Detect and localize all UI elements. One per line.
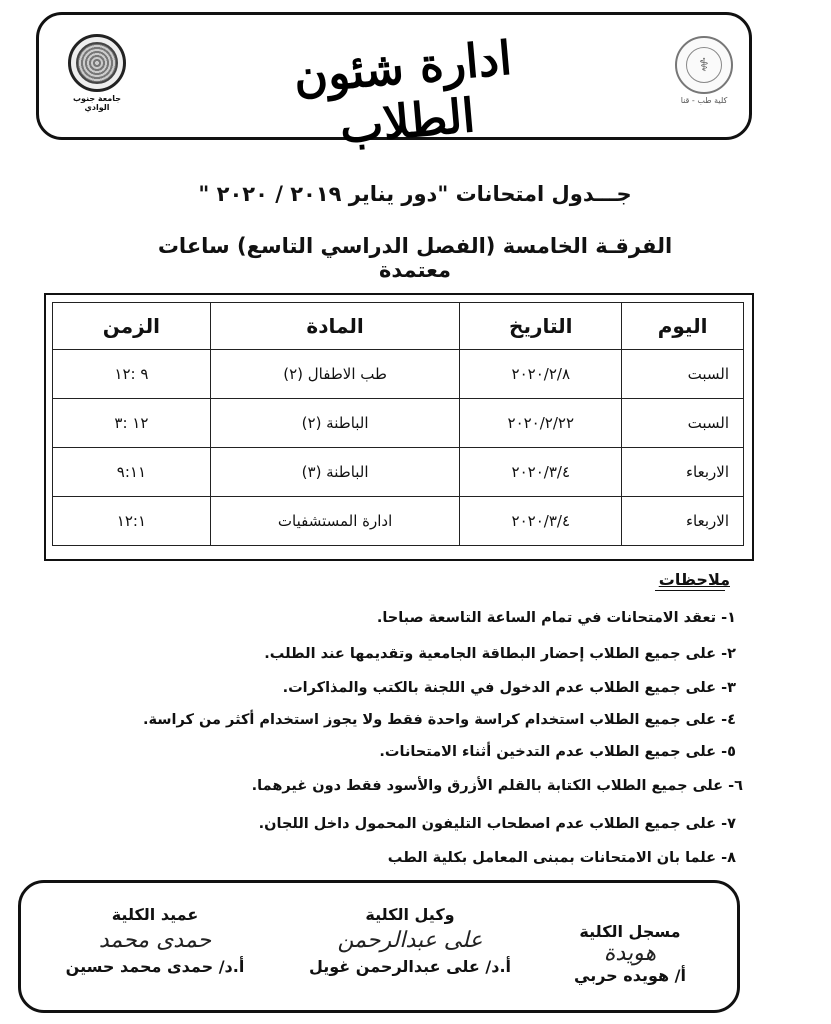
cell-day: الاربعاء (622, 497, 744, 546)
header-date: التاريخ (460, 303, 622, 350)
notes-heading-underline (655, 590, 725, 591)
dean-title: عميد الكلية (111, 905, 199, 924)
university-logo-caption: جامعة جنوب الوادي (73, 94, 121, 112)
note-item: ١- تعقد الامتحانات في تمام الساعة التاسعة صباحا. (376, 610, 736, 626)
cell-day: السبت (622, 350, 744, 399)
note-item: ٧- على جميع الطلاب عدم اصطحاب التليفون المحمول داخل اللجان. (258, 816, 736, 832)
cell-subject: الباطنة (٢) (210, 399, 460, 448)
cell-subject: الباطنة (٣) (210, 448, 460, 497)
cell-date: ٢٠٢٠/٣/٤ (460, 497, 622, 546)
cell-subject: ادارة المستشفيات (210, 497, 460, 546)
cell-time: ٩ :١٢ (53, 350, 211, 399)
cell-time: ١٢ :٣ (53, 399, 211, 448)
dean-signature-block (40, 905, 270, 976)
header-day: اليوم (622, 303, 744, 350)
table-row (53, 399, 744, 448)
note-item: ٢- على جميع الطلاب إحضار البطاقة الجامعية وتقديمها عند الطلب. (264, 646, 736, 662)
exam-schedule-table (52, 302, 744, 546)
cell-date: ٢٠٢٠/٢/٢٢ (460, 399, 622, 448)
registrar-signature: هويدة (603, 941, 657, 966)
registrar-signature-block (560, 922, 700, 985)
note-item: ٣- على جميع الطلاب عدم الدخول في اللجنة بالكتب والمذاكرات. (282, 680, 736, 696)
cell-date: ٢٠٢٠/٢/٨ (460, 350, 622, 399)
cell-day: الاربعاء (622, 448, 744, 497)
university-logo (68, 34, 126, 92)
cell-subject: طب الاطفال (٢) (210, 350, 460, 399)
table-header-row (53, 303, 744, 350)
dean-signature: حمدى محمد (98, 928, 212, 953)
notes-heading: ملاحظات (658, 570, 730, 589)
vice-dean-title: وكيل الكلية (365, 905, 455, 924)
cell-time: ٩:١١ (53, 448, 211, 497)
header-title: ادارة شئون الطلاب (291, 30, 514, 154)
faculty-logo: ⚕ (675, 36, 733, 94)
note-item: ٥- على جميع الطلاب عدم التدخين أثناء الامتحانات. (379, 744, 736, 760)
faculty-logo-caption: كلية طب - قنا (680, 96, 728, 105)
vice-dean-name: أ.د/ على عبدالرحمن غويل (308, 957, 512, 976)
dean-name: أ.د/ حمدى محمد حسين (65, 957, 245, 976)
note-item: ٤- على جميع الطلاب استخدام كراسة واحدة فقط ولا يجوز استخدام أكثر من كراسة. (142, 712, 736, 728)
cell-time: ١٢:١ (53, 497, 211, 546)
header-time: الزمن (53, 303, 211, 350)
note-item: ٨- علما بان الامتحانات بمبنى المعامل بكلية الطب (387, 850, 736, 866)
document-subtitle: الفرقـة الخامسة (الفصل الدراسي التاسع) ساعات معتمدة (157, 234, 673, 282)
registrar-name: أ/ هويده حربي (574, 966, 686, 985)
header-subject: المادة (210, 303, 460, 350)
cell-date: ٢٠٢٠/٣/٤ (460, 448, 622, 497)
registrar-title: مسجل الكلية (579, 922, 681, 941)
note-item: ٦- على جميع الطلاب الكتابة بالقلم الأزرق والأسود فقط دون غيرهما. (251, 778, 743, 794)
vice-dean-signature: على عبدالرحمن (337, 928, 483, 953)
cell-day: السبت (622, 399, 744, 448)
table-row (53, 448, 744, 497)
vice-dean-signature-block (290, 905, 530, 976)
table-row (53, 350, 744, 399)
document-title: جـــدول امتحانات "دور يناير ٢٠١٩ / ٢٠٢٠ " (198, 182, 632, 206)
table-row (53, 497, 744, 546)
